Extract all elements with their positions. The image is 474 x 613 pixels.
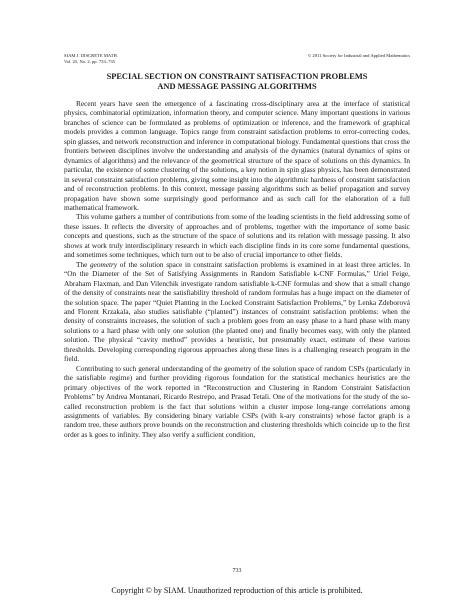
paragraph-3-emphasis: geometry bbox=[89, 259, 118, 269]
journal-header bbox=[64, 53, 118, 65]
title-line-2: AND MESSAGE PASSING ALGORITHMS bbox=[157, 82, 317, 91]
journal-volume: Vol. 25, No. 2, pp. 733–735 bbox=[64, 59, 115, 64]
page-number: 733 bbox=[232, 568, 242, 574]
paragraph-1: Recent years have seen the emergence of a fascinating cross-disciplinary area at the interface of statistical physics, combinatorial optimization, information theory, and computer science. Many important questions in various branches of science can be formulated as problems of optimization or inference, and the framework of graphical models provides a common language. Topics range from constraint satisfaction problems to error-correcting codes, spin glasses, and network reconstruction and inference in computational biology. Fundamental questions that cross the frontiers between disciplines involve the understanding and analysis of the dynamics (natural dynamics of spins or dynamics of algorithms) and the relevance of the geometrical structure of the space of solutions on this dynamics. In particular, the existence of some clustering of the solutions, a key notion in spin glass physics, has been demonstrated in several constraint satisfaction problems, giving some insight into the algorithmic hardness of constraint satisfaction and of reconstruction problems. In this context, message passing algorithms such as belief propagation and survey propagation have shown some surprisingly good performance and as such call for the elaboration of a full mathematical framework. bbox=[64, 99, 410, 212]
title-line-1: SPECIAL SECTION ON CONSTRAINT SATISFACTION PROBLEMS bbox=[106, 72, 368, 81]
paragraph-3-rest: of the solution space in constraint satisfaction problems is examined in at least three articles. In “On the Diameter of the Set of Satisfying Assignments in Random Satisfiable k-CNF Formulas,” Uriel Feige, Abraham Flaxman, and Dan Vilenchik investigate random satisfiable k-CNF formulas and show that a small change of the density of constraints near the satisfiability threshold of random formulas has a huge impact on the diameter of the solution space. The paper “Quiet Planting in the Locked Constraint Satisfaction Problems,” by Lenka Zdeborová and Florent Krzakala, also studies satisfiable (“planted”) instances of constraint satisfaction problems: when the density of constraints increases, the solution of such a problem goes from an easy phase to a hard phase with many solutions to a hard phase with only one solution (the planted one) and finally becomes easy, with only the planted solution. The physical “cavity method” provides a heuristic, but presumably exact, estimate of these various thresholds. Developing corresponding rigorous approaches along these lines is a challenging research program in the field. bbox=[64, 259, 410, 364]
article-body bbox=[64, 99, 410, 439]
society-copyright-text: © 2011 Society for Industrial and Applied Mathematics bbox=[307, 53, 410, 58]
article-title bbox=[40, 72, 434, 92]
paragraph-4: Contributing to such general understanding of the geometry of the solution space of random CSPs (particularly in the satisfiable regime) and further providing rigorous foundation for the statistical mechanics heuristics are the primary objectives of the work reported in “Reconstruction and Clustering in Random Constraint Satisfaction Problems” by Andrea Montanari, Ricardo Restrepo, and Prasad Tetali. One of the motivations for the study of the so-called reconstruction problem is the fact that solutions within a cluster impose long-range correlations among assignments of variables. By considering binary variable CSPs (with k-ary constraints) whose factor graph is a random tree, these authors prove bounds on the reconstruction and clustering thresholds which coincide up to the first order as k goes to infinity. They also verify a sufficient condition, bbox=[64, 363, 410, 439]
footer-copyright: Copyright © by SIAM. Unauthorized reproduction of this article is prohibited. bbox=[111, 586, 363, 595]
journal-name: SIAM J. DISCRETE MATH. bbox=[64, 53, 118, 58]
society-copyright bbox=[308, 53, 410, 59]
paragraph-3-lead: The bbox=[76, 259, 90, 269]
paragraph-3 bbox=[64, 260, 410, 364]
paragraph-2: This volume gathers a number of contributions from some of the leading scientists in the field addressing some of these issues. It reflects the diversity of approaches and of problems, together with the importance of some basic concepts and questions, such as the structure of the space of solutions and its relation with message passing. It also shows at work truly interdisciplinary research in which each discipline finds in its core some fundamental questions, and sometimes some techniques, which turn out to be also of crucial importance to other fields. bbox=[64, 212, 410, 260]
